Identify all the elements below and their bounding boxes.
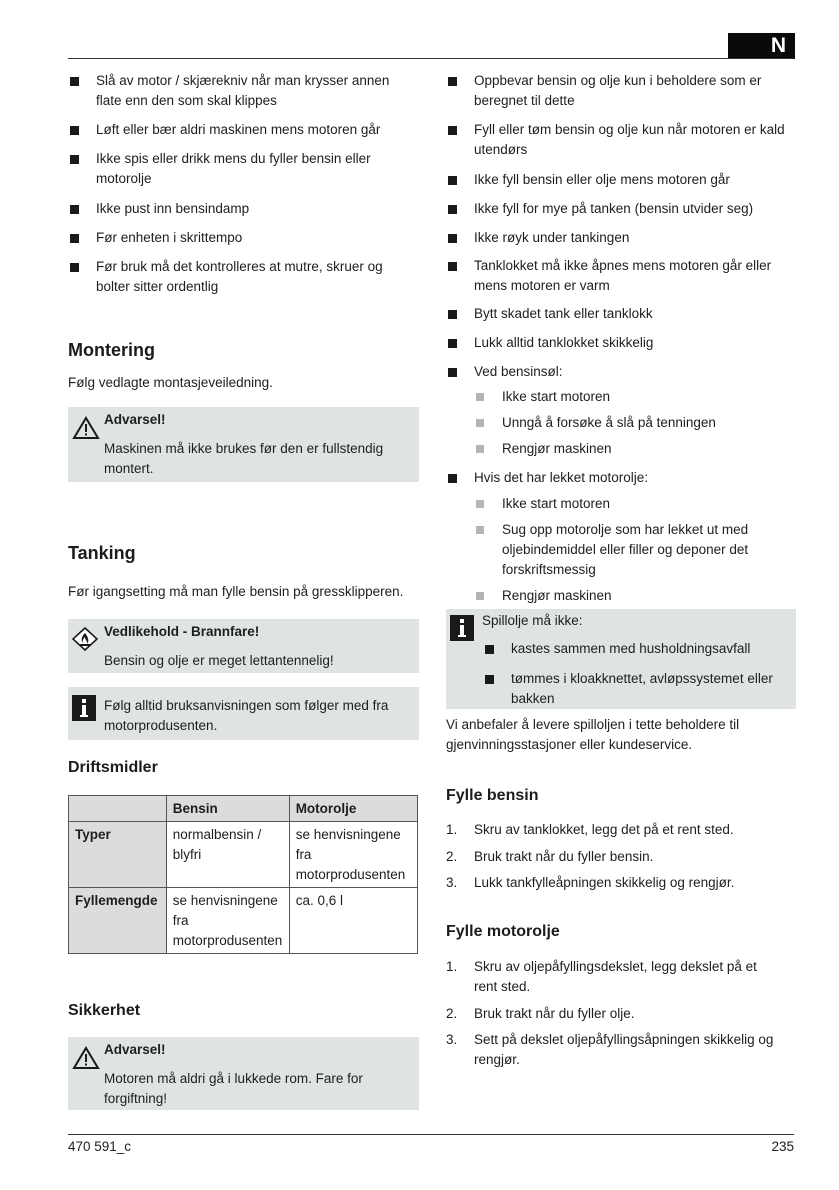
list-item: Ved bensinsøl: [446, 362, 791, 382]
doc-code: 470 591_c [68, 1139, 132, 1154]
warning-triangle-icon [72, 1046, 100, 1070]
header-rule [68, 58, 794, 59]
list-item: Fyll eller tøm bensin og olje kun når motoren er kald utendørs [446, 120, 791, 160]
fire-hazard-box [68, 619, 419, 673]
warning-box-sikkerhet [68, 1037, 419, 1110]
table-row [69, 822, 418, 888]
list-item: Lukk alltid tanklokket skikkelig [446, 333, 791, 353]
list-item: Oppbevar bensin og olje kun i beholdere som er beregnet til dette [446, 71, 791, 111]
list-item: Ikke fyll bensin eller olje mens motoren går [446, 170, 791, 190]
list-item: Før enheten i skrittempo [68, 228, 413, 248]
list-item: Før bruk må det kontrolleres at mutre, skruer og bolter sitter ordentlig [68, 257, 413, 297]
table-cell: se henvisningene fra motorprodusenten [166, 888, 289, 954]
warning-box-montering [68, 407, 419, 482]
table-header-motorolje: Motorolje [289, 796, 417, 822]
warning-body: Maskinen må ikke brukes før den er fullstendig montert. [104, 441, 384, 476]
table-cell: normalbensin / blyfri [166, 822, 289, 888]
list-item: 1. Skru av oljepåfyllingsdekslet, legg dekslet på et rent sted. [446, 959, 757, 994]
table-row [69, 888, 418, 954]
list-item: Hvis det har lekket motorolje: [446, 468, 791, 488]
fire-title: Vedlikehold - Brannfare! [104, 624, 260, 639]
sub-list-item: Rengjør maskinen [474, 586, 791, 606]
sub-list-item: Rengjør maskinen [474, 439, 791, 459]
warning-triangle-icon [72, 416, 100, 440]
list-item: Ikke pust inn bensindamp [68, 199, 413, 219]
table-cell: ca. 0,6 l [289, 888, 417, 954]
list-item: 3. Lukk tankfylleåpningen skikkelig og rengjør. [446, 875, 735, 890]
warning-body: Motoren må aldri gå i lukkede rom. Fare for forgiftning! [104, 1071, 363, 1106]
list-item: 2. Bruk trakt når du fyller bensin. [446, 849, 654, 864]
list-item: 2. Bruk trakt når du fyller olje. [446, 1006, 635, 1021]
sub-list-item: Ikke start motoren [474, 494, 791, 514]
montering-text: Følg vedlagte montasjeveiledning. [68, 375, 273, 390]
list-item: Løft eller bær aldri maskinen mens motoren går [68, 120, 413, 140]
sub-list-item: Ikke start motoren [474, 387, 791, 407]
table-row-label: Typer [69, 822, 167, 888]
warning-title: Advarsel! [104, 1042, 166, 1057]
heading-sikkerhet: Sikkerhet [68, 1002, 141, 1019]
list-item: Tanklokket må ikke åpnes mens motoren går eller mens motoren er varm [446, 256, 791, 296]
heading-fylle-bensin: Fylle bensin [446, 787, 539, 804]
spillolje-title: Spillolje må ikke: [482, 613, 583, 628]
info-icon [450, 615, 474, 641]
list-item: Bytt skadet tank eller tanklokk [446, 304, 791, 324]
list-item: kastes sammen med husholdningsavfall [483, 639, 789, 659]
page-number: 235 [771, 1139, 794, 1154]
fire-hazard-icon [72, 627, 98, 651]
list-item: 3. Sett på dekslet oljepåfyllingsåpningen skikkelig og rengjør. [446, 1032, 774, 1067]
list-item: Ikke røyk under tankingen [446, 228, 791, 248]
list-item: Slå av motor / skjærekniv når man krysser annen flate enn den som skal klippes [68, 71, 413, 111]
heading-tanking: Tanking [68, 543, 136, 563]
info-body: Følg alltid bruksanvisningen som følger med fra motorprodusenten. [104, 698, 389, 733]
list-item: Ikke fyll for mye på tanken (bensin utvider seg) [446, 199, 796, 219]
fire-body: Bensin og olje er meget lettantennelig! [104, 653, 334, 668]
sub-list-item: Sug opp motorolje som har lekket ut med oljebindemiddel eller filler og deponer det forskriftsmessig [474, 520, 774, 580]
table-header-bensin: Bensin [166, 796, 289, 822]
language-tab: N [728, 33, 795, 59]
warning-title: Advarsel! [104, 412, 166, 427]
recommend-text: Vi anbefaler å levere spilloljen i tette beholdere til gjenvinningsstasjoner eller kundeservice. [446, 717, 740, 752]
sub-list-item: Unngå å forsøke å slå på tenningen [474, 413, 791, 433]
list-item: 1. Skru av tanklokket, legg det på et rent sted. [446, 822, 734, 837]
heading-montering: Montering [68, 340, 155, 360]
fuel-table [68, 795, 418, 954]
list-item: Ikke spis eller drikk mens du fyller bensin eller motorolje [68, 149, 388, 189]
info-icon [72, 695, 96, 721]
table-cell: se henvisningene fra motorprodusenten [289, 822, 417, 888]
info-box-motorprodusent [68, 687, 419, 740]
heading-fylle-motorolje: Fylle motorolje [446, 923, 560, 940]
table-header-empty [69, 796, 167, 822]
heading-driftsmidler: Driftsmidler [68, 759, 158, 776]
footer-rule [68, 1134, 794, 1135]
info-box-spillolje [446, 609, 796, 709]
table-row-label: Fyllemengde [69, 888, 167, 954]
list-item: tømmes i kloakknettet, avløpssystemet eller bakken [483, 669, 789, 709]
tanking-text: Før igangsetting må man fylle bensin på gressklipperen. [68, 584, 404, 599]
